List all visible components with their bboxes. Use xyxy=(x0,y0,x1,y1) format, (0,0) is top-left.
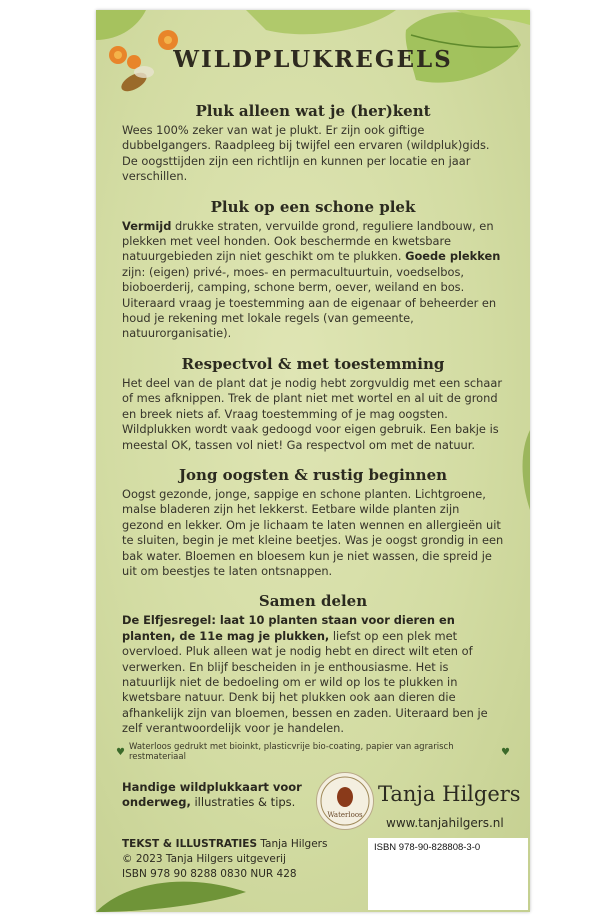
heart-icon: ♥ xyxy=(501,746,510,758)
bold-mid: Goede plekken xyxy=(405,249,501,264)
section-text: Wees 100% zeker van wat je plukt. Er zijn ook giftige dubbelgangers. Raadpleeg bij twijfel een ervaren (wildpluk)gids. De oogsttijden zijn een richtlijn en kunnen per locatie en jaar verschillen. xyxy=(122,123,490,184)
bold-lead: Vermijd xyxy=(122,218,172,233)
bold-lead: De Elfjesregel: laat 10 planten staan voor dieren en planten, de 11e mag je plukken, xyxy=(122,613,455,643)
heart-icon: ♥ xyxy=(116,746,125,758)
wildpluk-card xyxy=(96,10,530,912)
barcode-isbn: ISBN 978-90-828808-3-0 xyxy=(374,842,481,853)
section-text: De Elfjesregel: laat 10 planten staan voor dieren en planten, de 11e mag je plukken, liefst op een plek met overvloed. Pluk alleen wat je nodig hebt en direct wilt eten of verwerken. En blijf bescheiden in je enthousiasme. Het is natuurlijk niet de bedoeling om er wild op los te plukken in kwetsbare natuur. Denk bij het plukken ook aan dieren die afhankelijk zijn van bloemen, bessen en zaden. Uiteraard ben je zelf verantwoordelijk voor je handelen. xyxy=(122,613,488,736)
barcode-box xyxy=(368,838,528,910)
printer-seal-logo xyxy=(316,772,374,830)
website-link[interactable]: www.tanjahilgers.nl xyxy=(386,816,504,830)
promo-text: Handige wildplukkaart voor onderweg, illustraties & tips. xyxy=(122,780,302,809)
print-footnote: ♥ Waterloos gedrukt met bioinkt, plasticvrije bio-coating, papier van agrarisch restmateriaal ♥ xyxy=(116,742,510,762)
leaf-illustration-top-mid xyxy=(246,10,396,46)
section-heading: Jong oogsten & rustig beginnen xyxy=(178,465,448,484)
leaf-illustration-right-edge xyxy=(516,430,530,510)
section-heading: Samen delen xyxy=(258,592,368,611)
section-heading: Pluk op een schone plek xyxy=(210,197,416,216)
section-text: Het deel van de plant dat je nodig hebt zorgvuldig met een schaar of mes afknippen. Trek de plant niet met wortel en al uit de grond en breek niets af. Vraag toestemming of je mag oogsten. Wildplukken wordt vaak gedoogd voor eigen gebruik. Een bakje is meestal OK, tassen vol niet! Ga respectvol om met de natuur. xyxy=(122,375,503,452)
rules-content xyxy=(122,102,504,750)
seal-icon xyxy=(317,773,373,829)
svg-text:Waterloos: Waterloos xyxy=(327,811,363,819)
section-heading: Pluk alleen wat je (her)kent xyxy=(195,102,431,120)
page-title: WILDPLUKREGELS xyxy=(173,46,453,73)
section-text: Oogst gezonde, jonge, sappige en schone planten. Lichtgroene, malse bladeren zijn het lekkerst. Eetbare wilde planten zijn gezond en lekker. Om je lichaam te laten wennen en allergieën uit te sluiten, begin je met kleine beetjes. Was je oogst grondig in een bak water. Bloemen en bloesem kun je niet wassen, die spreid je uit om beestjes te laten ontsnappen. xyxy=(122,486,504,578)
section-text: Vermijd drukke straten, vervuilde grond, reguliere landbouw, en plekken met veel honden. Ook beschermde en kwetsbare natuurgebieden zijn niet geschikt om te plukken. Goede plekken zijn: (eigen) privé-, moes- en permacultuurtuin, voedselbos, bioboerderij, camping, schone berm, oever, weiland en bos. Uiteraard vraag je toestemming aan de eigenaar of beheerder en houd je rekening met lokale regels (van gemeente, natuurorganisatie). xyxy=(122,218,501,341)
section-heading: Respectvol & met toestemming xyxy=(181,354,445,373)
author-name: Tanja Hilgers xyxy=(378,782,521,806)
credits-block: TEKST & ILLUSTRATIES Tanja Hilgers © 2023 Tanja Hilgers uitgeverij ISBN 978 90 8288 0830 NUR 428 xyxy=(122,838,328,880)
